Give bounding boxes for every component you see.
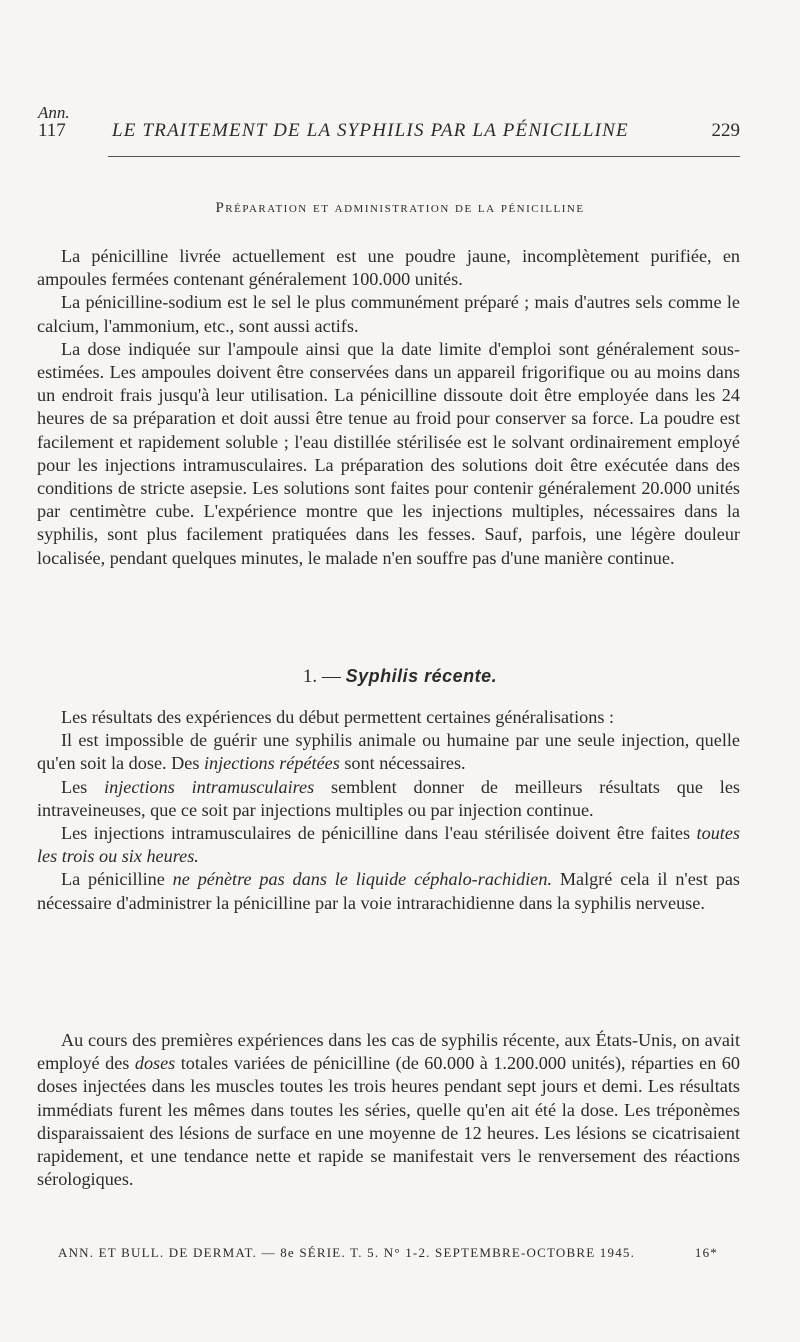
header-rule: [108, 156, 740, 157]
body-section-3: [37, 1029, 740, 1191]
journal-citation: ANN. ET BULL. DE DERMAT. — 8e SÉRIE. T. 5. N° 1-2. SEPTEMBRE-OCTOBRE 1945.: [58, 1245, 636, 1260]
marginal-note: Ann.: [38, 103, 70, 122]
running-title: LE TRAITEMENT DE LA SYPHILIS PAR LA PÉNICILLINE: [112, 120, 629, 141]
paragraph: Les injections intramusculaires semblent donner de meilleurs résultats que les intraveineuses, que ce soit par injections multiples ou par injection continue.: [37, 776, 740, 820]
paragraph: La pénicilline-sodium est le sel le plus communément préparé ; mais d'autres sels comme le calcium, l'ammonium, etc., sont aussi actifs.: [37, 292, 740, 336]
paragraph: Il est impossible de guérir une syphilis animale ou humaine par une seule injection, quelle qu'en soit la dose. Des injections répétées sont nécessaires.: [37, 730, 740, 774]
paragraph: La dose indiquée sur l'ampoule ainsi que la date limite d'emploi sont généralement sous-estimées. Les ampoules doivent être conservées dans un appareil frigorifique ou au moins dans un endroit frais jusqu'à leur utilisation. La pénicilline dissoute doit être employée dans les 24 heures de sa préparation et doit aussi être tenue au froid pour conserver sa force. La poudre est facilement et rapidement soluble ; l'eau distillée stérilisée est le solvant ordinairement employé pour les injections intramusculaires. La préparation des solutions doit être exécutée dans des conditions de stricte asepsie. Les solutions sont faites pour contenir généralement 20.000 unités par centimètre cube. L'expérience montre que les injections multiples, nécessaires dans la syphilis, sont plus facilement pratiquées dans les fesses. Sauf, parfois, une légère douleur localisée, pendant quelques minutes, le malade n'en souffre pas d'une manière continue.: [37, 338, 740, 568]
running-header: [38, 118, 740, 146]
paragraph: La pénicilline livrée actuellement est une poudre jaune, incomplètement purifiée, en ampoules fermées contenant généralement 100.000 unités.: [37, 246, 740, 290]
paragraph: Au cours des premières expériences dans les cas de syphilis récente, aux États-Unis, on avait employé des doses totales variées de pénicilline (de 60.000 à 1.200.000 unités), réparties en 60 doses injectées dans les muscles toutes les trois heures pendant sept jours et demi. Les résultats immédiats furent les mêmes dans toutes les séries, quelle qu'en ait été la dose. Les tréponèmes disparaissaient des lésions de surface en une moyenne de 12 heures. Les lésions se cicatrisaient rapidement, et une tendance nette et rapide se manifestait vers le renversement des réactions sérologiques.: [37, 1030, 740, 1190]
paragraph: La pénicilline ne pénètre pas dans le liquide céphalo-rachidien. Malgré cela il n'est pas nécessaire d'administrer la pénicilline par la voie intrarachidienne dans la syphilis nerveuse.: [37, 869, 741, 913]
section-heading: Préparation et administration de la pénicilline: [215, 200, 585, 216]
page-number: 229: [711, 120, 740, 141]
paragraph: Les injections intramusculaires de pénicilline dans l'eau stérilisée doivent être faites toutes les trois ou six heures.: [37, 823, 740, 867]
body-section-1: [37, 245, 740, 570]
subsection-heading: [0, 666, 800, 688]
body-section-2: [37, 706, 740, 915]
header-number: 117: [38, 120, 66, 141]
subsection-number: 1. —: [302, 666, 341, 687]
paragraph: Les résultats des expériences du début permettent certaines généralisations :: [61, 707, 614, 727]
signature-mark: 16*: [694, 1245, 718, 1260]
subsection-title: Syphilis récente.: [345, 666, 498, 686]
